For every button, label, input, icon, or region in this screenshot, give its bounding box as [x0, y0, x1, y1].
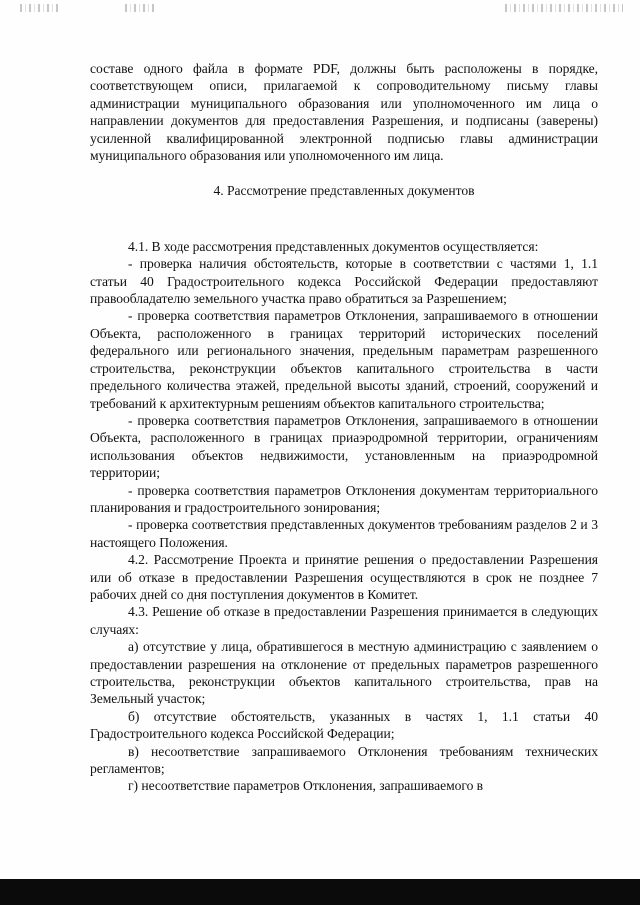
paragraph-check-aerodrome: - проверка соответствия параметров Отклонения, запрашиваемого в отношении Объекта, расположенного в границах приаэродромной территории, ограничениям использования объектов недвижимости, установленным на приаэродромной территории;	[90, 412, 598, 481]
scan-noise-right	[505, 4, 623, 12]
scan-noise-mid	[125, 4, 155, 12]
section-title: 4. Рассмотрение представленных документов	[213, 183, 475, 199]
scan-noise-left	[20, 4, 60, 12]
paragraph-check-sections: - проверка соответствия представленных документов требованиям разделов 2 и 3 настоящего Положения.	[90, 517, 598, 550]
paragraph-case-v: в) несоответствие запрашиваемого Отклонения требованиям технических регламентов;	[90, 743, 598, 777]
scan-bottom-bar	[0, 879, 640, 905]
paragraph-4-3: 4.3. Решение об отказе в предоставлении Разрешения принимается в следующих случаях:	[90, 604, 598, 637]
document-body	[90, 60, 598, 795]
paragraph-case-g: г) несоответствие параметров Отклонения, запрашиваемого в	[128, 778, 484, 794]
paragraph-4-2: 4.2. Рассмотрение Проекта и принятие решения о предоставлении Разрешения или об отказе в предоставлении Разрешения осуществляются в срок не позднее 7 рабочих дней со дня поступления документов в Комитет.	[90, 552, 598, 602]
paragraph-case-a: а) отсутствие у лица, обратившегося в местную администрацию с заявлением о предоставлении разрешения на отклонение от предельных параметров разрешенного строительства, реконструкции объектов капитального строительства, прав на Земельный участок;	[90, 639, 598, 707]
paragraph-case-b: б) отсутствие обстоятельств, указанных в частях 1, 1.1 статьи 40 Градостроительного кодекса Российской Федерации;	[90, 708, 598, 742]
paragraph-check-circumstances: - проверка наличия обстоятельств, которые в соответствии с частями 1, 1.1 статьи 40 Градостроительного кодекса Российской Федерации предоставляют правообладателю земельного участка право обратиться за Разрешением;	[90, 256, 598, 307]
paragraph-check-historical: - проверка соответствия параметров Отклонения, запрашиваемого в отношении Объекта, расположенного в границах территорий исторических поселений федерального или регионального значения, предельным параметрам разрешенного строительства, реконструкции объектов капитального строительства в части предельного количества этажей, предельной высоты зданий, строений, сооружений и требований к архитектурным решениям объектов капитального строительства;	[90, 308, 598, 411]
paragraph-4-1: 4.1. В ходе рассмотрения представленных документов осуществляется:	[128, 238, 539, 254]
paragraph-check-planning: - проверка соответствия параметров Отклонения документам территориального планирования и градостроительного зонирования;	[90, 482, 598, 515]
intro-paragraph: составе одного файла в формате PDF, должны быть расположены в порядке, соответствующем описи, прилагаемой к сопроводительному письму главы администрации муниципального образования или уполномоченного им лица о направлении документов для предоставления Разрешения, и подписаны (заверены) усиленной квалифицированной электронной подписью главы администрации муниципального образования или уполномоченного им лица.	[90, 61, 598, 164]
